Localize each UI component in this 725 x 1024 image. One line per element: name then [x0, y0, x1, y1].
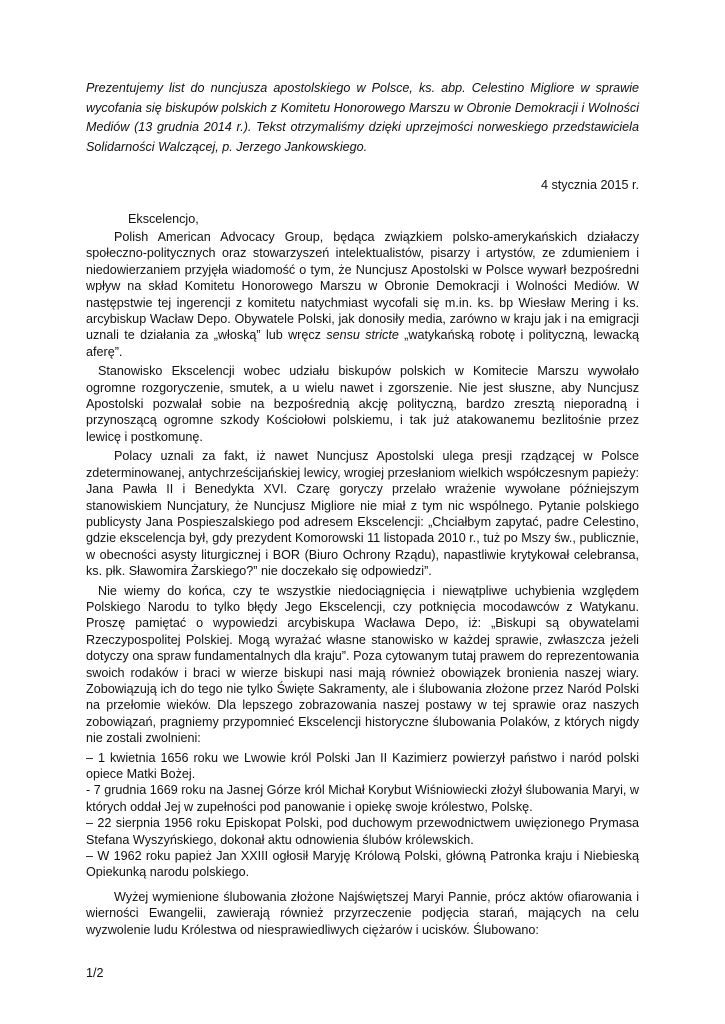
letter-body	[86, 229, 639, 941]
letter-date: 4 stycznia 2015 r.	[540, 178, 639, 192]
paragraph-1-italic: sensu stricte	[326, 328, 399, 343]
paragraph-1	[86, 229, 639, 360]
intro-paragraph: Prezentujemy list do nuncjusza apostolskiego w Polsce, ks. abp. Celestino Migliore w sprawie wycofania się biskupów polskich z Komitetu Honorowego Marszu w Obronie Demokracji i Wolności Mediów (13 grudnia 2014 r.). Tekst otrzymaliśmy dzięki uprzejmości norweskiego przedstawiciela Solidarności Walczącej, p. Jerzego Jankowskiego.	[86, 81, 639, 154]
paragraph-4: Nie wiemy do końca, czy te wszystkie niedociągnięcia i niewątpliwe uchybienia względem Polskiego Narodu to tylko błędy Jego Ekscelencji, czy potknięcia mocodawców z Watykanu. Proszę pamiętać o wypowiedzi arcybiskupa Wacława Depo, iż: „Biskupi są obywatelami Rzeczypospolitej Polskiej. Mogą wyrażać własne stanowisko w każdej sprawie, zwłaszcza jeżeli dotyczy ona spraw fundamentalnych dla kraju”. Poza cytowanym tutaj prawem do reprezentowania swoich rodaków i braci w wierze biskupi nasi mają również obowiązek bronienia naszej wiary. Zobowiązują ich do tego nie tylko Święte Sakramenty, ale i ślubowania złożone przez Naród Polski na przełomie wieków. Dla lepszego zobrazowania naszej postawy w tej sprawie oraz naszych zobowiązań, pragniemy przypomnieć Ekscelencji historyczne ślubowania Polaków, z których nigdy nie zostali zwolnieni:	[86, 583, 639, 746]
paragraph-1-text-b: „watykańską robotę i polityczną, lewacką aferę”.	[86, 328, 639, 359]
page-number: 1/2	[86, 966, 104, 980]
vow-item: – W 1962 roku papież Jan XXIII ogłosił Maryję Królową Polski, główną Patronka kraju i Niebieską Opiekunką narodu polskiego.	[86, 849, 639, 880]
salutation: Ekscelencjo,	[128, 212, 199, 226]
vow-item: - 7 grudnia 1669 roku na Jasnej Górze król Michał Korybut Wiśniowiecki złożył ślubowania Maryi, w których oddał Jej w zupełności pod panowanie i opiekę swoje królestwo, Polskę.	[86, 783, 639, 814]
vow-item: – 22 sierpnia 1956 roku Episkopat Polski, pod duchowym przewodnictwem uwięzionego Prymasa Stefana Wyszyńskiego, dokonał aktu odnowienia ślubów królewskich.	[86, 816, 639, 847]
paragraph-2: Stanowisko Ekscelencji wobec udziału biskupów polskich w Komitecie Marszu wywołało ogromne rozgoryczenie, smutek, a u wielu nawet i zgorszenie. Nie jest słuszne, aby Nuncjusz Apostolski pozwalał sobie na bezpośrednią akcję polityczną, bardzo zresztą nieporadną i przynoszącą ogromne szkody Kościołowi polskiemu, i tak już atakowanemu bezlitośnie przez lewicę i postkomunę.	[86, 364, 639, 444]
paragraph-gap	[86, 881, 639, 889]
vow-item: – 1 kwietnia 1656 roku we Lwowie król Polski Jan II Kazimierz powierzył państwo i naród polski opiece Matki Bożej.	[86, 750, 639, 781]
paragraph-3: Polacy uznali za fakt, iż nawet Nuncjusz Apostolski ulega presji rządzącej w Polsce zdeterminowanej, antychrześcijańskiej lewicy, wrogiej przesłaniom wielkich współczesnym papieży: Jana Pawła II i Benedykta XVI. Czarę goryczy przelało wrażenie wywołane późniejszym stanowiskiem Nuncjatury, że Nuncjusz Migliore nie miał z tym nic wspólnego. Pytanie polskiego publicysty Jana Pospieszalskiego pod adresem Ekscelencji: „Chciałbym zapytać, padre Celestino, gdzie ekscelencja był, gdy prezydent Komorowski 11 listopada 2010 r., tuż po Mszy św., publicznie, w obecności asysty liturgicznej i BOR (Biuro Ochrony Rządu), napastliwie krytykował celebransa, ks. płk. Sławomira Żarskiego?” nie doczekało się odpowiedzi”.	[86, 449, 639, 579]
paragraph-1-text-a: Polish American Advocacy Group, będąca związkiem polsko-amerykańskich działaczy społeczno-politycznych oraz stowarzyszeń intelektualistów, pisarzy i artystów, ze zdumieniem i niedowierzaniem przyjęła wiadomość o tym, że Nuncjusz Apostolski w Polsce wywarł bezpośredni wpływ na skład Komitetu Honorowego Marszu w Obronie Demokracji i Wolności Mediów. W następstwie tej ingerencji z komitetu natychmiast wycofali się m.in. ks. bp Wiesław Mering i ks. arcybiskup Wacław Depo. Obywatele Polski, jak donosiły media, zarówno w kraju jak i na emigracji uznali te działania za „włoską” lub wręcz	[86, 230, 639, 343]
paragraph-5: Wyżej wymienione ślubowania złożone Najświętszej Maryi Pannie, prócz aktów ofiarowania i wierności Ewangelii, zawierają również przyrzeczenie podjęcia starań, mających na celu wyzwolenie ludu Królestwa od niesprawiedliwych ciężarów i ucisków. Ślubowano:	[86, 889, 639, 937]
